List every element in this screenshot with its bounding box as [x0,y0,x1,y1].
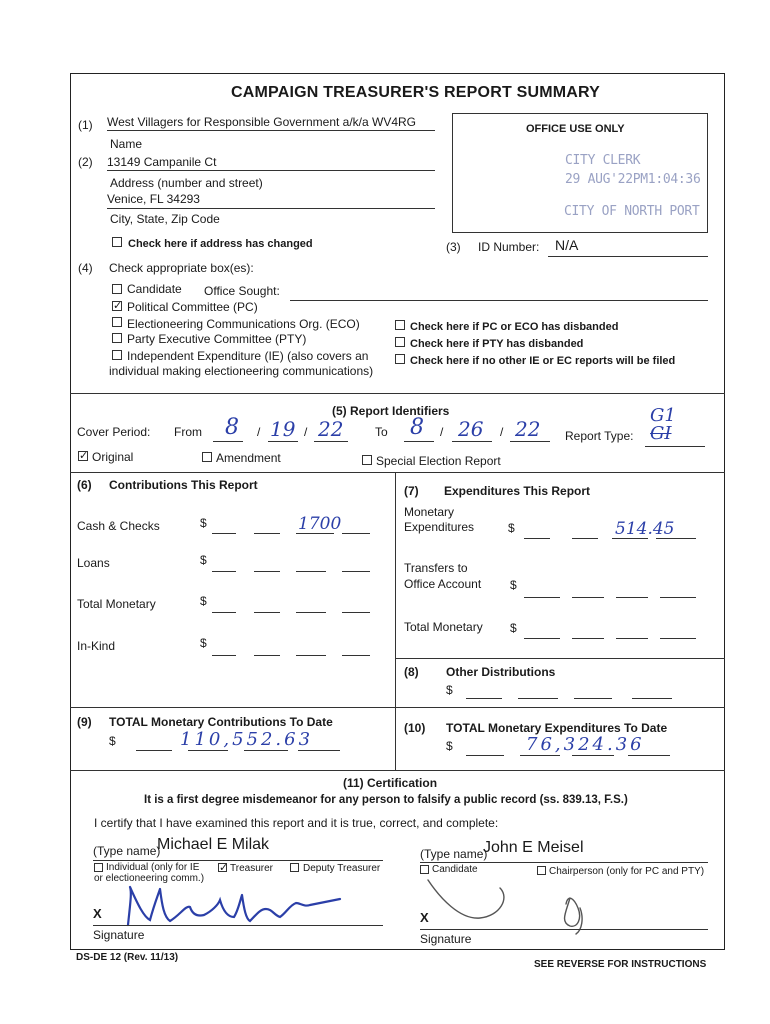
right-name-underline [420,862,708,863]
total-expenditures-value: 76,324.36 [526,734,645,755]
address-underline [107,170,435,171]
pty-checkbox[interactable] [112,333,122,343]
misdemeanor-warning: It is a first degree misdemeanor for any person to falsify a public record (ss. 839.13, F.S.) [144,794,628,806]
section-8-number: (8) [404,665,419,679]
section-9-divider [70,707,725,708]
right-signature-line [420,929,708,930]
see-reverse-note: SEE REVERSE FOR INSTRUCTIONS [534,959,707,970]
section-9-number: (9) [77,715,92,729]
political-committee-label: Political Committee (PC) [127,300,258,314]
report-identifiers-title: (5) Report Identifiers [332,404,450,418]
to-month-line [404,441,434,442]
section-6-number: (6) [77,478,92,492]
column-divider [395,472,396,707]
left-name-underline [93,860,383,861]
pty-disbanded-checkbox[interactable] [395,337,405,347]
clerk-stamp-line-1: CITY CLERK [565,153,641,168]
section-5-divider [70,393,725,394]
individual-checkbox[interactable] [94,863,103,872]
to-day-value: 26 [458,417,484,441]
pty-label: Party Executive Committee (PTY) [127,332,307,346]
eco-label: Electioneering Communications Org. (ECO) [127,317,360,331]
contributions-title: Contributions This Report [109,478,258,492]
special-election-label: Special Election Report [376,454,501,468]
from-month-line [213,441,243,442]
chairperson-name: John E Meisel [483,839,584,856]
deputy-treasurer-checkbox[interactable] [290,863,299,872]
total-expenditures-title: TOTAL Monetary Expenditures To Date [446,721,668,735]
in-kind-label: In-Kind [77,639,116,653]
address-value: 13149 Campanile Ct [107,155,217,169]
cash-dollar-sign: $ [200,516,207,530]
report-type-struck: GI [650,423,672,444]
report-type-value: G1 [650,405,676,426]
committee-name-value: West Villagers for Responsible Government a/k/a WV4RG [107,115,417,129]
right-signature-label: Signature [420,932,472,946]
column-divider-totals [395,707,396,770]
transfers-label-1: Transfers to [404,561,468,575]
individual-label-2: or electioneering comm.) [94,873,205,884]
to-year-line [510,441,550,442]
certify-statement: I certify that I have examined this report and it is true, correct, and complete: [94,816,499,830]
pty-disbanded-label: Check here if PTY has disbanded [410,338,584,350]
transfers-label-2: Office Account [404,577,482,591]
individual-label-1: Individual (only for IE [106,862,200,873]
from-day-line [268,441,298,442]
total-contributions-title: TOTAL Monetary Contributions To Date [109,715,333,729]
other-distributions-dollar-sign: $ [446,683,453,697]
treasurer-label: Treasurer [230,863,273,874]
left-x-mark: X [93,906,102,921]
section-4-number: (4) [78,261,93,275]
id-number-value: N/A [555,237,579,253]
address-changed-checkbox[interactable] [112,237,122,247]
date-separator: / [440,425,444,439]
total-expend-dollar-sign: $ [510,621,517,635]
name-label: Name [110,137,143,151]
loans-dollar-sign: $ [200,553,207,567]
loans-label: Loans [77,556,110,570]
from-year-value: 22 [318,417,344,441]
candidate-checkbox[interactable] [112,284,122,294]
no-other-ie-label: Check here if no other IE or EC reports will be filed [410,355,676,367]
report-type-label: Report Type: [565,429,634,443]
office-sought-underline [290,300,708,301]
pc-disbanded-checkbox[interactable] [395,320,405,330]
report-type-line [645,446,705,447]
name-underline [107,130,435,131]
date-separator: / [257,425,261,439]
section-10-number: (10) [404,721,426,735]
section-1-number: (1) [78,118,93,132]
from-year-line [314,441,348,442]
amendment-label: Amendment [216,451,281,465]
political-committee-checkbox[interactable] [112,301,122,311]
section-11-divider [70,770,725,771]
section-2-number: (2) [78,155,93,169]
monetary-expenditures-label-1: Monetary [404,505,455,519]
address-changed-label: Check here if address has changed [128,238,313,250]
deputy-treasurer-label: Deputy Treasurer [303,863,381,874]
section-6-divider [70,472,725,473]
monetary-expenditures-value: 514.45 [615,519,675,539]
right-x-mark: X [420,910,429,925]
from-day-value: 19 [270,417,296,441]
left-signature-line [93,925,383,926]
ie-label-line-1: Independent Expenditure (IE) (also covers an [127,349,369,363]
date-separator: / [304,425,308,439]
city-value: Venice, FL 34293 [107,192,200,206]
cover-period-label: Cover Period: [77,425,151,439]
chairperson-label: Chairperson (only for PC and PTY) [549,866,705,877]
id-number-underline [548,256,708,257]
candidate-label: Candidate [127,282,182,296]
form-id: DS-DE 12 (Rev. 11/13) [76,952,179,963]
no-other-ie-checkbox[interactable] [395,354,405,364]
city-label: City, State, Zip Code [110,212,220,226]
to-month-value: 8 [410,415,424,440]
ie-checkbox[interactable] [112,350,122,360]
treasurer-name: Michael E Milak [157,836,270,853]
office-sought-label: Office Sought: [204,284,280,298]
cash-checks-value: 1700 [298,514,342,534]
city-underline [107,208,435,209]
total-contributions-value: 110,552.63 [180,729,314,750]
eco-checkbox[interactable] [112,317,122,327]
pc-disbanded-label: Check here if PC or ECO has disbanded [410,321,619,333]
total-contrib-label: Total Monetary [77,597,156,611]
section-7-number: (7) [404,484,419,498]
to-year-value: 22 [515,417,541,441]
date-separator: / [500,425,504,439]
treasurer-signature [100,875,350,930]
total-contrib-dollar-sign: $ [200,594,207,608]
left-signature-label: Signature [93,928,145,942]
clerk-stamp-line-2: 29 AUG'22PM1:04:36 [565,172,701,187]
id-number-label: ID Number: [478,240,540,254]
right-type-name-label: (Type name) [420,847,488,861]
left-type-name-label: (Type name) [93,844,161,858]
special-election-checkbox[interactable] [362,455,372,465]
treasurer-checkbox[interactable] [218,863,227,872]
section-3-number: (3) [446,240,461,254]
from-month-value: 8 [225,415,239,440]
certification-title: (11) Certification [343,776,438,790]
other-distributions-title: Other Distributions [446,665,556,679]
amendment-checkbox[interactable] [202,452,212,462]
total-contributions-dollar-sign: $ [109,734,116,748]
monetary-expenditures-label-2: Expenditures [404,520,475,534]
from-label: From [174,425,202,439]
expenditures-title: Expenditures This Report [444,484,591,498]
office-use-title: OFFICE USE ONLY [526,123,625,135]
form-title: CAMPAIGN TREASURER'S REPORT SUMMARY [231,84,601,101]
cash-checks-label: Cash & Checks [77,519,160,533]
total-expenditures-dollar-sign: $ [446,739,453,753]
in-kind-dollar-sign: $ [200,636,207,650]
check-boxes-label: Check appropriate box(es): [109,261,254,275]
clerk-stamp-line-3: CITY OF NORTH PORT [564,204,700,219]
candidate-sign-label: Candidate [432,864,478,875]
to-day-line [452,441,492,442]
ie-label-line-2: individual making electioneering communications) [109,364,374,378]
section-8-divider [395,658,725,659]
total-expend-label: Total Monetary [404,620,483,634]
original-label: Original [92,450,134,464]
to-label: To [375,425,388,439]
original-checkbox[interactable] [78,451,88,461]
address-label: Address (number and street) [110,176,263,190]
transfers-dollar-sign: $ [510,578,517,592]
monetary-dollar-sign: $ [508,521,515,535]
